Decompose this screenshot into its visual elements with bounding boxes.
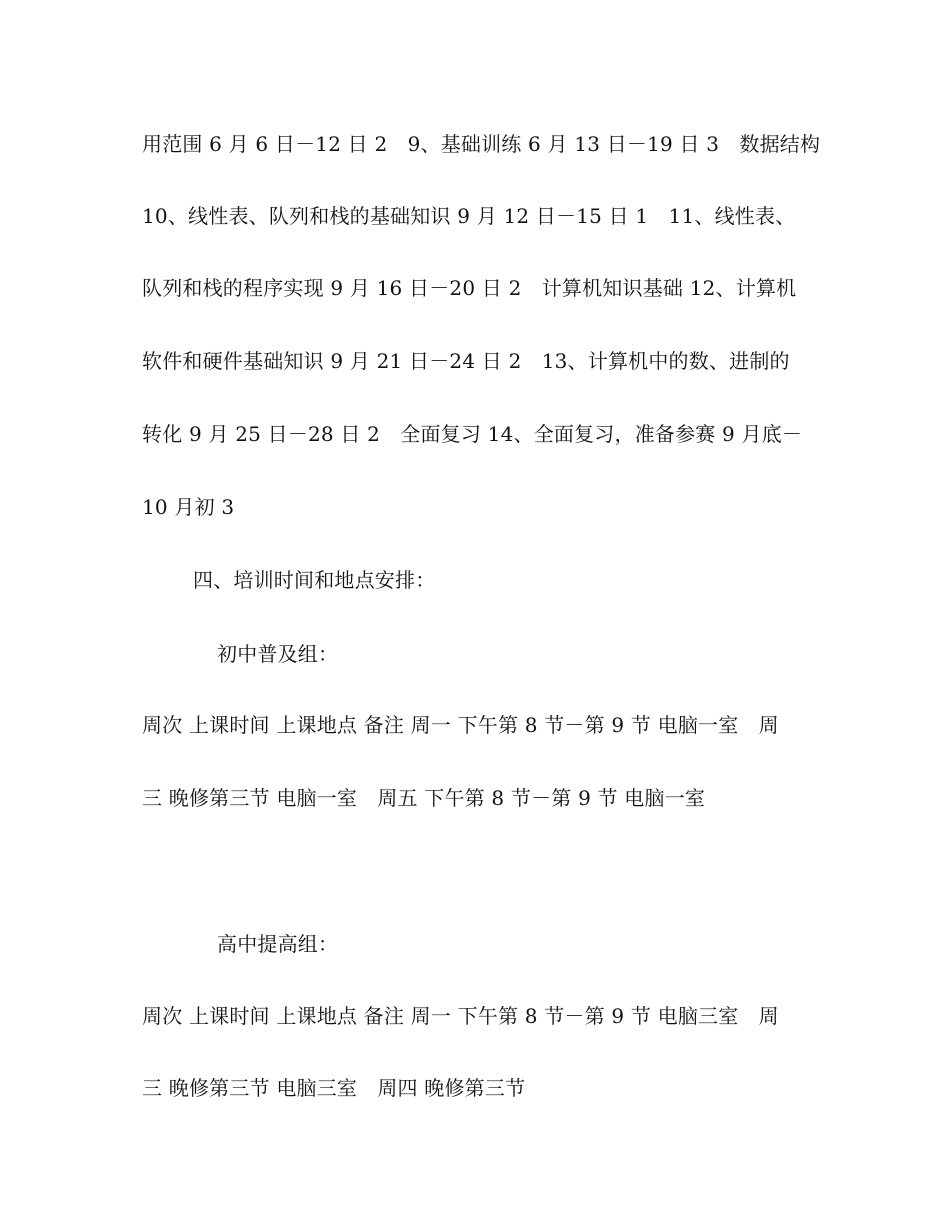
- body-text-line: 用范围 6 月 6 日－12 日 2 9、基础训练 6 月 13 日－19 日 3 数据结构: [142, 132, 821, 156]
- section-heading: 四、培训时间和地点安排：: [193, 568, 436, 592]
- body-text-line: 10 月初 3: [142, 495, 235, 519]
- body-text-line: 队列和栈的程序实现 9 月 16 日－20 日 2 计算机知识基础 12、计算机: [142, 276, 797, 300]
- senior-group-title: 高中提高组：: [217, 932, 339, 956]
- body-text-line: 10、线性表、队列和栈的基础知识 9 月 12 日－15 日 1 11、线性表、: [142, 204, 796, 228]
- junior-schedule-line: 周次 上课时间 上课地点 备注 周一 下午第 8 节－第 9 节 电脑一室 周: [142, 713, 779, 737]
- junior-group-title: 初中普及组：: [217, 642, 339, 666]
- junior-schedule-line: 三 晚修第三节 电脑一室 周五 下午第 8 节－第 9 节 电脑一室: [142, 786, 706, 810]
- senior-schedule-line: 三 晚修第三节 电脑三室 周四 晚修第三节: [142, 1076, 526, 1100]
- body-text-line: 转化 9 月 25 日－28 日 2 全面复习 14、全面复习，准备参赛 9 月底－: [142, 422, 803, 446]
- body-text-line: 软件和硬件基础知识 9 月 21 日－24 日 2 13、计算机中的数、进制的: [142, 349, 790, 373]
- senior-schedule-line: 周次 上课时间 上课地点 备注 周一 下午第 8 节－第 9 节 电脑三室 周: [142, 1004, 779, 1028]
